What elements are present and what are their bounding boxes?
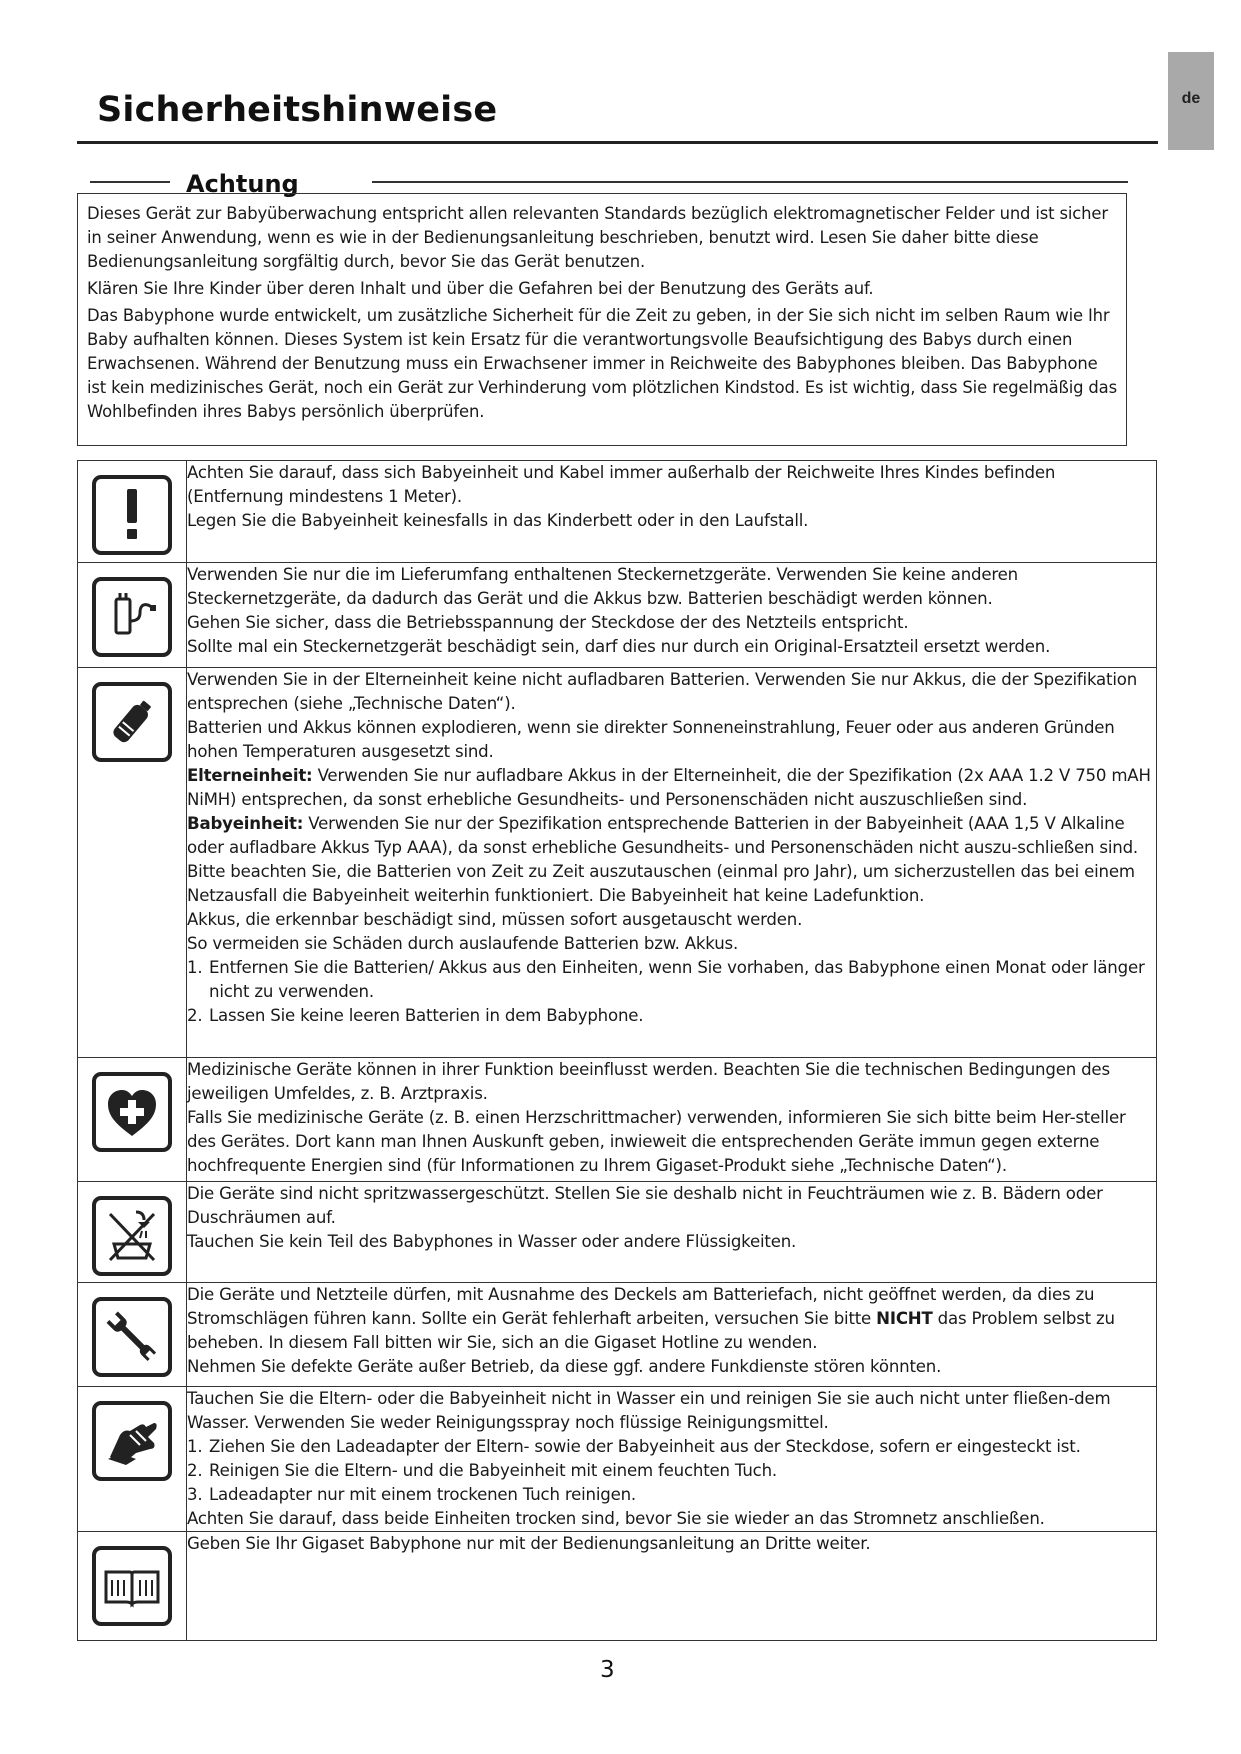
repair-paragraph — [187, 1283, 1156, 1355]
row-text: Nehmen Sie defekte Geräte außer Betrieb, da diese ggf. andere Funkdienste stören könnten. — [187, 1357, 942, 1376]
list-text: Reinigen Sie die Eltern- und die Babyeinheit mit einem feuchten Tuch. — [209, 1461, 777, 1480]
warning-paragraph-3: Das Babyphone wurde entwickelt, um zusätzliche Sicherheit für die Zeit zu geben, in der Sie sich nicht im selben Raum wie Ihr Baby aufhalten können. Dieses System ist kein Ersatz für die verantwortungsvolle Beaufsichtigung des Babys durch einen Erwachsenen. Während der Benutzung muss ein Erwachsener immer in Reichweite des Babyphones bleiben. Das Babyphone ist kein medizinisches Gerät, noch ein Gerät zur Verhinderung vom plötzlichen Kindstod. Es ist wichtig, dass Sie regelmäßig das Wohlbefinden ihres Babys persönlich überprüfen. — [87, 306, 1117, 421]
row-text: Legen Sie die Babyeinheit keinesfalls in das Kinderbett oder in den Laufstall. — [187, 511, 809, 530]
exclamation-icon — [92, 475, 172, 555]
safety-row-repair — [78, 1283, 1157, 1387]
row-text: Achten Sie darauf, dass beide Einheiten trocken sind, bevor Sie sie wieder an das Stromnetz anschließen. — [187, 1509, 1045, 1528]
warning-frame-line-left — [90, 181, 170, 183]
list-number: 1. — [187, 958, 203, 977]
row-text: Bitte beachten Sie, die Batterien von Zeit zu Zeit auszutauschen (einmal pro Jahr), um sicherzustellen das bei einem Netzausfall die Babyeinheit weiterhin funktioniert. Die Babyeinheit hat keine Ladefunktion. — [187, 862, 1135, 905]
row-text: das Problem selbst zu beheben. In diesem Fall bitten wir Sie, sich an die Gigaset Hotline zu wenden. — [187, 1309, 1115, 1352]
emphasis-text: NICHT — [876, 1309, 933, 1328]
list-text: Entfernen Sie die Batterien/ Akkus aus den Einheiten, wenn Sie vorhaben, das Babyphone einen Monat oder länger nicht zu verwenden. — [209, 958, 1145, 1001]
warning-frame-line-right — [372, 181, 1128, 183]
parent-unit-label: Elterneinheit: — [187, 766, 313, 785]
warning-paragraph-1: Dieses Gerät zur Babyüberwachung entspricht allen relevanten Standards bezüglich elektromagnetischer Felder und ist sicher in seiner Anwendung, wenn es wie in der Bedienungsanleitung beschrieben, benutzt wird. Lesen Sie daher bitte diese Bedienungsanleitung sorgfältig durch, bevor Sie das Gerät benutzen. — [87, 204, 1108, 271]
list-number: 1. — [187, 1437, 203, 1456]
warning-paragraph-2: Klären Sie Ihre Kinder über deren Inhalt und über die Gefahren bei der Benutzung des Geräts auf. — [87, 279, 874, 298]
list-number: 2. — [187, 1461, 203, 1480]
page-title: Sicherheitshinweise — [97, 90, 498, 130]
power-adapter-icon — [92, 577, 172, 657]
row-text: Akkus, die erkennbar beschädigt sind, müssen sofort ausgetauscht werden. — [187, 910, 803, 929]
row-text: So vermeiden sie Schäden durch auslaufende Batterien bzw. Akkus. — [187, 934, 739, 953]
heart-cross-icon — [92, 1072, 172, 1152]
row-text: Falls Sie medizinische Geräte (z. B. einen Herzschrittmacher) verwenden, informieren Sie sich bitte beim Her-steller des Gerätes. Dort kann man Ihnen Auskunft geben, inwieweit die entsprechenden Geräte immun gegen externe hochfrequente Energien sind (für Informationen zu Ihrem Gigaset-Produkt siehe „Technische Daten“). — [187, 1108, 1126, 1175]
language-tab: de — [1168, 52, 1214, 150]
safety-row-power-adapter — [78, 563, 1157, 668]
wrench-icon — [92, 1297, 172, 1377]
row-text: Tauchen Sie kein Teil des Babyphones in Wasser oder andere Flüssigkeiten. — [187, 1232, 797, 1251]
battery-icon — [92, 682, 172, 762]
row-text: Sollte mal ein Steckernetzgerät beschädigt sein, darf dies nur durch ein Original-Ersatzteil ersetzt werden. — [187, 637, 1051, 656]
safety-row-cleaning — [78, 1387, 1157, 1532]
safety-row-batteries — [78, 668, 1157, 1058]
row-text: Batterien und Akkus können explodieren, wenn sie direkter Sonneneinstrahlung, Feuer oder aus anderen Gründen hohen Temperaturen ausgesetzt sind. — [187, 718, 1115, 761]
row-text: Die Geräte sind nicht spritzwassergeschützt. Stellen Sie sie deshalb nicht in Feuchträumen wie z. B. Bädern oder Duschräumen auf. — [187, 1184, 1103, 1227]
baby-unit-label: Babyeinheit: — [187, 814, 304, 833]
title-underline — [77, 141, 1158, 144]
row-text: Gehen Sie sicher, dass die Betriebsspannung der Steckdose der des Netzteils entspricht. — [187, 613, 909, 632]
list-item — [187, 1435, 1156, 1459]
safety-row-medical — [78, 1058, 1157, 1182]
list-item — [187, 956, 1156, 1004]
list-item — [187, 1004, 1156, 1028]
safety-row-water — [78, 1182, 1157, 1283]
list-text: Ladeadapter nur mit einem trockenen Tuch reinigen. — [209, 1485, 637, 1504]
list-text: Lassen Sie keine leeren Batterien in dem Babyphone. — [209, 1006, 644, 1025]
row-text: Die Geräte und Netzteile dürfen, mit Ausnahme des Deckels am Batteriefach, nicht geöffnet werden, da dies zu Stromschlägen führen kann. Sollte ein Gerät fehlerhaft arbeiten, versuchen Sie bitte — [187, 1285, 1095, 1328]
list-item — [187, 1459, 1156, 1483]
page-number: 3 — [600, 1657, 615, 1683]
cleaning-hand-icon — [92, 1401, 172, 1481]
row-text: Achten Sie darauf, dass sich Babyeinheit und Kabel immer außerhalb der Reichweite Ihres Kindes befinden (Entfernung mindestens 1 Meter). — [187, 463, 1056, 506]
parent-unit-note — [187, 764, 1156, 812]
baby-unit-text: Verwenden Sie nur der Spezifikation entsprechende Batterien in der Babyeinheit (AAA 1,5 V Alkaline oder aufladbare Akkus Typ AAA), da sonst erhebliche Gesundheits- und Personenschäden nicht auszu-schließen sind. — [187, 814, 1138, 857]
warning-box — [77, 193, 1127, 446]
safety-table — [77, 460, 1157, 1641]
row-text: Geben Sie Ihr Gigaset Babyphone nur mit der Bedienungsanleitung an Dritte weiter. — [187, 1534, 871, 1553]
baby-unit-note — [187, 812, 1156, 860]
parent-unit-text: Verwenden Sie nur aufladbare Akkus in der Elterneinheit, die der Spezifikation (2x AAA 1.2 V 750 mAH NiMH) entsprechen, da sonst erhebliche Gesundheits- und Personenschäden nicht auszuschließen sind. — [187, 766, 1151, 809]
book-icon — [92, 1546, 172, 1626]
no-shower-icon — [92, 1196, 172, 1276]
list-item — [187, 1483, 1156, 1507]
safety-row-manual — [78, 1532, 1157, 1641]
list-number: 2. — [187, 1006, 203, 1025]
safety-row-cable — [78, 461, 1157, 563]
row-text: Verwenden Sie nur die im Lieferumfang enthaltenen Steckernetzgeräte. Verwenden Sie keine anderen Steckernetzgeräte, da dadurch das Gerät und die Akkus bzw. Batterien beschädigt werden können. — [187, 565, 1018, 608]
warning-heading: Achtung — [172, 170, 313, 198]
row-text: Medizinische Geräte können in ihrer Funktion beeinflusst werden. Beachten Sie die technischen Bedingungen des jeweiligen Umfeldes, z. B. Arztpraxis. — [187, 1060, 1110, 1103]
list-number: 3. — [187, 1485, 203, 1504]
list-text: Ziehen Sie den Ladeadapter der Eltern- sowie der Babyeinheit aus der Steckdose, sofern er eingesteckt ist. — [209, 1437, 1081, 1456]
row-text: Verwenden Sie in der Elterneinheit keine nicht aufladbaren Batterien. Verwenden Sie nur Akkus, die der Spezifikation entsprechen (siehe „Technische Daten“). — [187, 670, 1138, 713]
row-text: Tauchen Sie die Eltern- oder die Babyeinheit nicht in Wasser ein und reinigen Sie sie auch nicht unter fließen-dem Wasser. Verwenden Sie weder Reinigungsspray noch flüssige Reinigungsmittel. — [187, 1389, 1111, 1432]
